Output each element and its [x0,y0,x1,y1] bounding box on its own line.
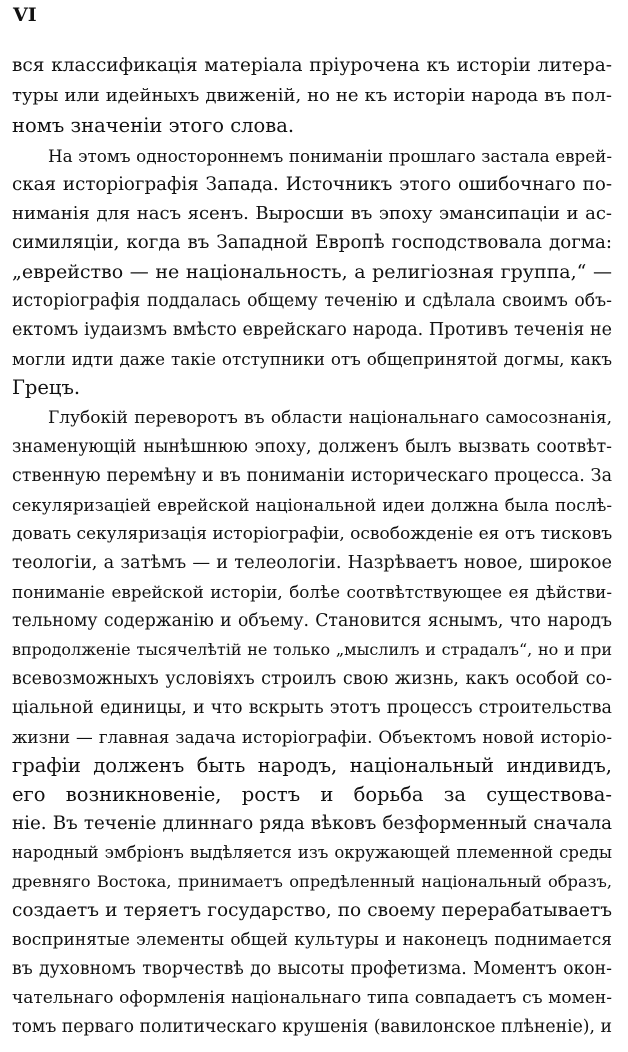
text-line: впродолженіе тысячелѣтій не только „мыслилъ и страдалъ“, но и при [12,640,612,659]
text-line: На этомъ одностороннемъ пониманіи прошлаго застала еврей- [48,146,612,166]
text-line: довать секуляризація исторіографіи, освобожденіе ея отъ тисковъ [12,524,612,544]
text-line: ніе. Въ теченіе длиннаго ряда вѣковъ безформенный сначала [12,813,612,834]
text-line: ектомъ іудаизмъ вмѣсто еврейскаго народа. Противъ теченія не [12,320,612,340]
text-line: могли идти даже такіе отступники отъ общепринятой догмы, какъ [12,349,612,369]
text-line: исторіографія поддалась общему теченію и сдѣлала своимъ объ- [12,291,612,311]
text-line: теологіи, а затѣмъ — и телеологіи. Назрѣваетъ новое, широкое [12,553,612,573]
text-line: томъ перваго политическаго крушенія (вавилонское плѣненіе), и [12,1017,612,1037]
text-line: пониманіе еврейской исторіи, болѣе соотвѣтствующее ея дѣйстви- [12,582,612,602]
text-line: Грецъ. [12,376,81,399]
text-line: номъ значеніи этого слова. [12,114,295,137]
text-line: создаетъ и теряетъ государство, по своему перерабатываетъ [12,900,612,921]
text-line: ственную перемѣну и въ пониманіи историческаго процесса. За [12,466,612,486]
text-line: тельному содержанію и объему. Становится яснымъ, что народъ [12,611,612,631]
text-line: секуляризаціей еврейской національной идеи должна была послѣ- [12,495,612,515]
text-line: жизни — главная задача исторіографіи. Объектомъ новой исторіо- [12,727,612,747]
text-line: народный эмбріонъ выдѣляется изъ окружающей племенной среды [12,843,612,862]
text-line: древняго Востока, принимаетъ опредѣленный національный образъ, [12,872,612,891]
text-line: въ духовномъ творчествѣ до высоты профетизма. Моментъ окон- [12,959,612,979]
text-line: чательнаго оформленія національнаго типа совпадаетъ съ момен- [12,988,612,1008]
text-line: всевозможныхъ условіяхъ строилъ свою жизнь, какъ особой со- [12,669,612,689]
text-line: ниманія для насъ ясенъ. Выросши въ эпоху эмансипаціи и ас- [12,203,612,224]
text-line: его возникновеніе, ростъ и борьба за существова- [12,783,612,806]
text-line: графіи долженъ быть народъ, національный индивидъ, [12,754,612,777]
text-line: воспринятые элементы общей культуры и наконецъ поднимается [12,930,612,950]
text-line: „еврейство — не національность, а религіозная группа,“ — [12,261,612,283]
text-line: Глубокій переворотъ въ области національнаго самосознанія, [48,408,612,428]
text-line: ская исторіографія Запада. Источникъ этого ошибочнаго по- [12,174,612,195]
page-number: VI [13,4,37,26]
text-line: симиляціи, когда въ Западной Европѣ господствовала догма: [12,232,612,253]
text-line: ціальной единицы, и что вскрыть этотъ процессъ строительства [12,698,612,718]
text-line: знаменующій нынѣшнюю эпоху, долженъ былъ вызвать соотвѣт- [12,437,612,457]
text-line: туры или идейныхъ движеній, но не къ исторіи народа въ пол- [12,85,612,106]
text-line: вся классификація матеріала пріурочена къ исторіи литера- [12,55,612,76]
